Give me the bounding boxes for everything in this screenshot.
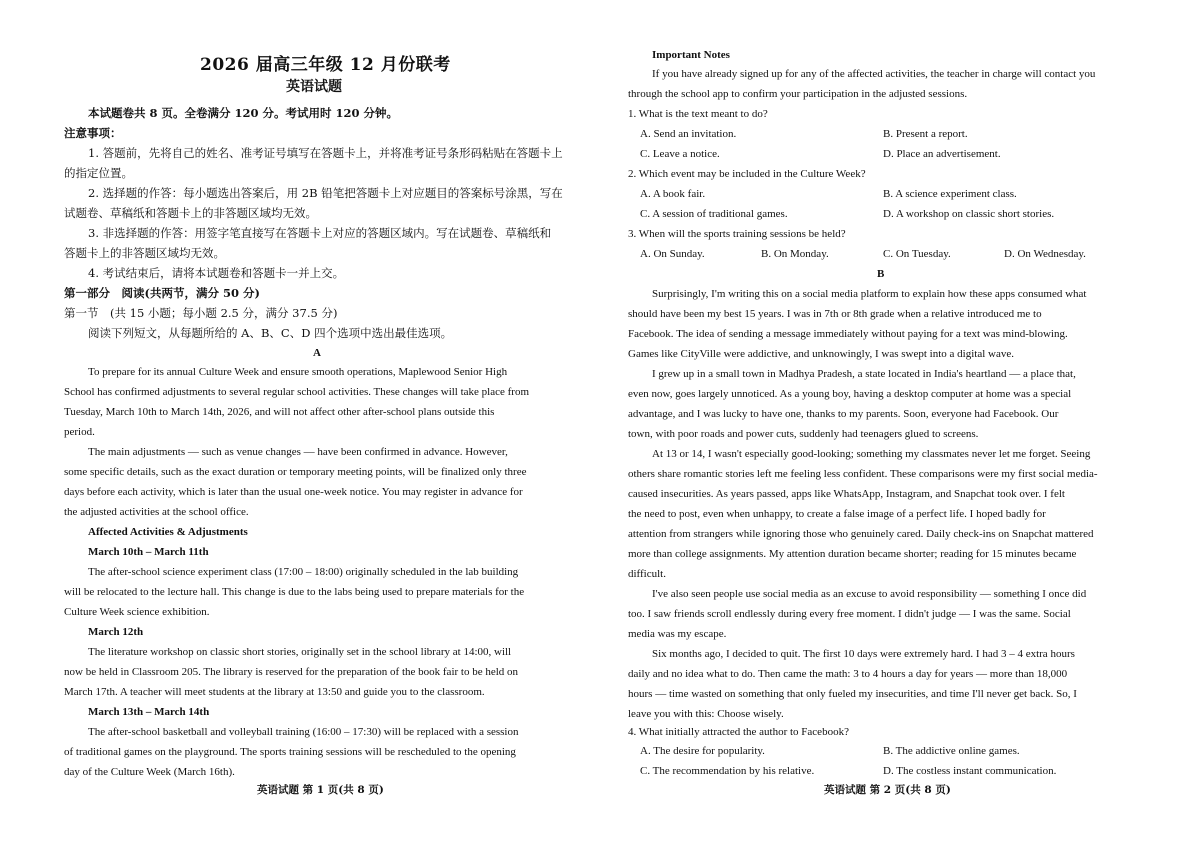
q1-option-a[interactable]: A. Send an invitation.	[640, 128, 737, 140]
passage-line: days before each activity, which is later than the usual one-week notice. You may register in advance for	[64, 486, 523, 498]
schedule-line: day of the Culture Week (March 16th).	[64, 766, 235, 778]
passage-line: hours — time wasted on something that only fueled my insecurities, and time I'll never get back. So, I	[628, 688, 1077, 700]
passage-line: caused insecurities. As years passed, apps like WhatsApp, Instagram, and Snapchat took over. I felt	[628, 488, 1065, 500]
q2-option-c[interactable]: C. A session of traditional games.	[640, 208, 788, 220]
schedule-line: The after-school basketball and volleyball training (16:00 – 17:30) will be replaced with a session	[88, 726, 519, 738]
passage-line: The main adjustments — such as venue changes — have been confirmed in advance. However,	[88, 446, 508, 458]
q4-option-a[interactable]: A. The desire for popularity.	[640, 745, 765, 757]
section1-heading: 第一节 (共 15 小题；每小题 2.5 分，满分 37.5 分)	[64, 306, 338, 320]
schedule-line: The literature workshop on classic short stories, originally set in the school library at 14:00, will	[88, 646, 512, 658]
q1-option-b[interactable]: B. Present a report.	[883, 128, 968, 140]
page-2	[600, 0, 1200, 848]
notes-line: If you have already signed up for any of the affected activities, the teacher in charge will contact you	[652, 68, 1096, 80]
passage-b	[628, 284, 1136, 724]
passage-line: period.	[64, 426, 95, 438]
passage-b-label: B	[877, 268, 885, 280]
q1-option-c[interactable]: C. Leave a notice.	[640, 148, 720, 160]
passage-line: At 13 or 14, I wasn't especially good-looking; something my classmates never let me forget. Seeing	[652, 448, 1091, 460]
passage-line: advantage, and I was lucky to have one, thanks to my parents. Soon, everyone had Facebook. Our	[628, 408, 1059, 420]
q2-option-b[interactable]: B. A science experiment class.	[883, 188, 1017, 200]
q4-option-c[interactable]: C. The recommendation by his relative.	[640, 765, 815, 777]
important-heading: Important Notes	[652, 49, 730, 61]
passage-line: town, with poor roads and power cuts, suddenly had teenagers glued to screens.	[628, 428, 979, 440]
q3-option-d[interactable]: D. On Wednesday.	[1004, 248, 1086, 260]
note-line: 的指定位置。	[64, 166, 133, 180]
passage-line: To prepare for its annual Culture Week and ensure smooth operations, Maplewood Senior High	[88, 366, 508, 378]
passage-line: daily and no idea what to do. Then came the math: 3 to 4 hours a day for years — more than 18,000	[628, 668, 1068, 680]
note-line: 答题卡上的非答题区域均无效。	[64, 246, 225, 260]
passage-line: Surprisingly, I'm writing this on a social media platform to explain how these apps consumed what	[652, 288, 1087, 300]
schedule-line: March 17th. A teacher will meet students at the library at 13:50 and guide you to the classroom.	[64, 686, 485, 698]
page-footer: 英语试题 第 2 页(共 8 页)	[824, 784, 951, 796]
passage-line: even now, goes largely unnoticed. As a young boy, having a desktop computer at home was a special	[628, 388, 1072, 400]
schedule-1	[64, 562, 572, 622]
schedule-line: now be held in Classroom 205. The library is reserved for the preparation of the book fair to be held on	[64, 666, 519, 678]
question-2: 2. Which event may be included in the Culture Week?	[628, 168, 866, 180]
schedule-heading-1: March 10th – March 11th	[88, 546, 209, 558]
passage-line: Facebook. The idea of sending a message immediately without paying for a text was mind-blowing.	[628, 328, 1068, 340]
passage-line: I grew up in a small town in Madhya Pradesh, a state located in India's heartland — a place that,	[652, 368, 1076, 380]
schedule-heading-3: March 13th – March 14th	[88, 706, 210, 718]
passage-line: Tuesday, March 10th to March 14th, 2026, and will not affect other after-school plans outside this	[64, 406, 495, 418]
passage-line: School has confirmed adjustments to several regular school activities. These changes will take place from	[64, 386, 530, 398]
note-line: 4. 考试结束后，请将本试题卷和答题卡一并上交。	[88, 266, 345, 280]
schedule-line: will be relocated to the lecture hall. This change is due to the labs being used to prepare materials for the	[64, 586, 525, 598]
schedule-line: The after-school science experiment class (17:00 – 18:00) originally scheduled in the lab building	[88, 566, 519, 578]
passage-line: the need to post, even when unhappy, to create a false image of a perfect life. I hoped badly for	[628, 508, 1046, 520]
passage-line: media was my escape.	[628, 628, 727, 640]
passage-line: others share romantic stories left me feeling less confident. These comparisons were my first social media-	[628, 468, 1098, 480]
passage-line: difficult.	[628, 568, 666, 580]
notes-list	[64, 143, 572, 283]
passage-line: more than college assignments. My attention duration became shorter; reading for 15 minutes became	[628, 548, 1077, 560]
part1-heading: 第一部分 阅读(共两节，满分 50 分)	[64, 286, 260, 300]
schedule-3	[64, 722, 572, 782]
passage-line: the adjusted activities at the school office.	[64, 506, 249, 518]
question-4: 4. What initially attracted the author to Facebook?	[628, 726, 849, 738]
question-1: 1. What is the text meant to do?	[628, 108, 768, 120]
instruction: 阅读下列短文，从每题所给的 A、B、C、D 四个选项中选出最佳选项。	[88, 326, 453, 340]
passage-a-label: A	[313, 347, 321, 359]
passage-line: too. I saw friends scroll endlessly during every free moment. I didn't judge — I was the same. Social	[628, 608, 1071, 620]
q1-option-d[interactable]: D. Place an advertisement.	[883, 148, 1001, 160]
passage-line: should have been my best 15 years. I was in 7th or 8th grade when a relative introduced me to	[628, 308, 1042, 320]
important-notes	[628, 64, 1136, 104]
q3-option-a[interactable]: A. On Sunday.	[640, 248, 705, 260]
q4-option-d[interactable]: D. The costless instant communication.	[883, 765, 1057, 777]
exam-intro: 本试题卷共 8 页。全卷满分 120 分。考试用时 120 分钟。	[88, 106, 399, 120]
note-line: 试题卷、草稿纸和答题卡上的非答题区域均无效。	[64, 206, 317, 220]
q3-option-c[interactable]: C. On Tuesday.	[883, 248, 951, 260]
passage-a	[64, 362, 572, 522]
q2-option-a[interactable]: A. A book fair.	[640, 188, 706, 200]
note-line: 1. 答题前，先将自己的姓名、准考证号填写在答题卡上，并将准考证号条形码粘贴在答题卡上	[88, 146, 563, 160]
exam-title: 2026 届高三年级 12 月份联考	[200, 55, 451, 75]
schedule-line: of traditional games on the playground. The sports training sessions will be rescheduled to the opening	[64, 746, 516, 758]
notes-line: through the school app to confirm your participation in the adjusted sessions.	[628, 88, 968, 100]
note-line: 2. 选择题的作答：每小题选出答案后，用 2B 铅笔把答题卡上对应题目的答案标号涂黑，写在	[88, 186, 563, 200]
note-line: 3. 非选择题的作答：用签字笔直接写在答题卡上对应的答题区域内。写在试题卷、草稿纸和	[88, 226, 552, 240]
passage-line: I've also seen people use social media as an excuse to avoid responsibility — something I once did	[652, 588, 1087, 600]
passage-line: Six months ago, I decided to quit. The first 10 days were extremely hard. I had 3 – 4 extra hours	[652, 648, 1075, 660]
schedule-2	[64, 642, 572, 702]
passage-line: Games like CityVille were addictive, and unknowingly, I was swept into a digital wave.	[628, 348, 1014, 360]
page-footer: 英语试题 第 1 页(共 8 页)	[257, 784, 384, 796]
exam-subtitle: 英语试题	[286, 79, 342, 95]
q2-option-d[interactable]: D. A workshop on classic short stories.	[883, 208, 1055, 220]
schedule-heading-2: March 12th	[88, 626, 144, 638]
passage-line: attention from strangers while ignoring those who genuinely cared. Daily check-ins on Snapchat mattered	[628, 528, 1094, 540]
passage-line: some specific details, such as the exact duration or temporary meeting points, will be finalized only three	[64, 466, 527, 478]
affected-heading: Affected Activities & Adjustments	[88, 526, 248, 538]
q4-option-b[interactable]: B. The addictive online games.	[883, 745, 1020, 757]
schedule-line: Culture Week science exhibition.	[64, 606, 210, 618]
q3-option-b[interactable]: B. On Monday.	[761, 248, 829, 260]
passage-line: leave you with this: Choose wisely.	[628, 708, 784, 720]
notes-heading: 注意事项：	[64, 126, 122, 140]
question-3: 3. When will the sports training sessions be held?	[628, 228, 846, 240]
